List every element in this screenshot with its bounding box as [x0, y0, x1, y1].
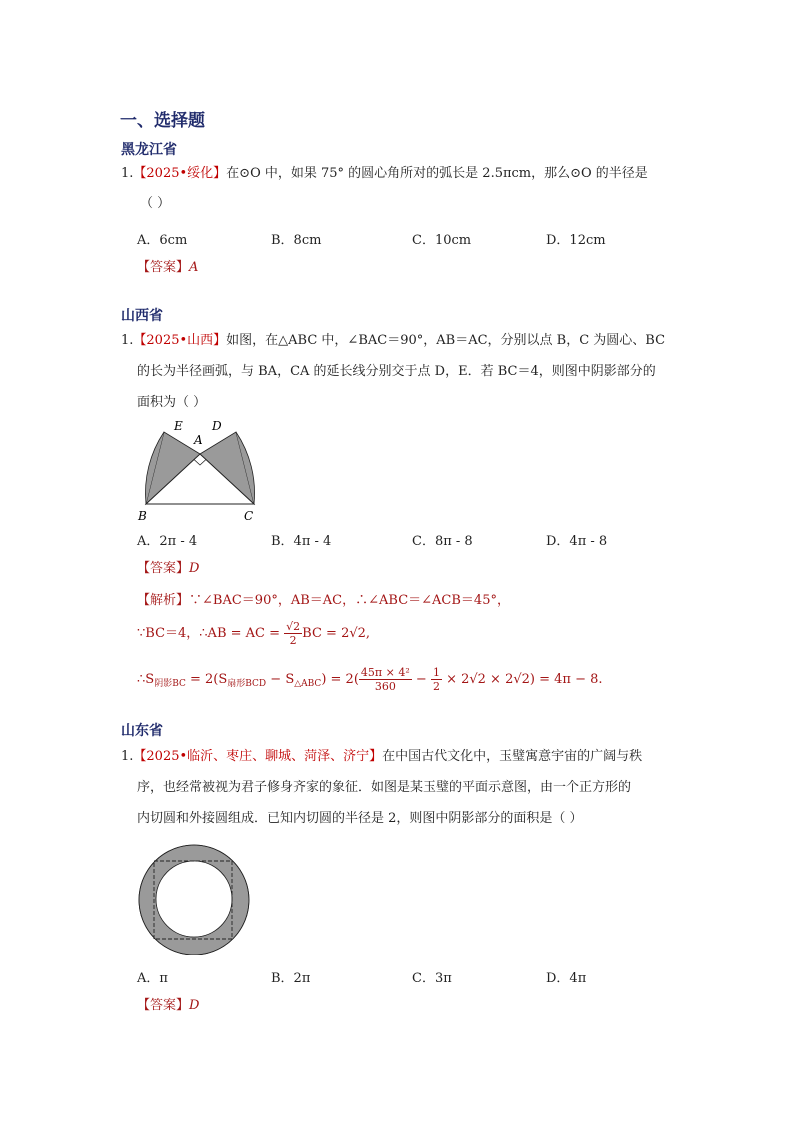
question-stem-line: [121, 333, 665, 349]
subscript: 扇形BCD: [227, 679, 267, 689]
analysis-line: [137, 593, 510, 609]
analysis-text: − S: [266, 672, 295, 687]
question-stem-line: [121, 749, 642, 765]
analysis-text: ∵BC＝4，∴AB = AC =: [137, 626, 285, 641]
answer-line: [137, 260, 198, 276]
analysis-text: BC = 2√2,: [302, 626, 371, 641]
province-heading: 黑龙江省: [121, 142, 177, 158]
answer-tag: 【答案】: [137, 998, 190, 1013]
fraction: [359, 666, 412, 693]
answer-tag: 【答案】: [137, 260, 190, 275]
label-a: A: [194, 433, 203, 447]
question-source: 【2025•临沂、枣庄、聊城、菏泽、济宁】: [133, 749, 383, 764]
analysis-text: = 2(S: [185, 672, 228, 687]
answer-value: D: [189, 998, 200, 1013]
province-heading: 山东省: [121, 723, 163, 739]
question-number: 1.: [121, 749, 134, 764]
answer-tag: 【答案】: [137, 561, 190, 576]
analysis-text: ∴S: [137, 672, 155, 687]
question-stem-line: 序，也经常被视为君子修身齐家的象征．如图是某玉璧的平面示意图，由一个正方形的: [137, 780, 632, 795]
answer-line: [137, 998, 199, 1014]
question-source: 【2025•绥化】: [133, 166, 227, 181]
triangle-arc-figure: [134, 414, 266, 526]
analysis-line: [137, 666, 603, 693]
fraction-denominator: 2: [432, 680, 440, 693]
fraction-numerator: 1: [432, 666, 440, 679]
subscript: △ABC: [294, 679, 322, 689]
fraction-denominator: 360: [374, 680, 396, 693]
question-stem-line: 的长为半径画弧，与 BA，CA 的延长线分别交于点 D，E．若 BC＝4，则图中阴影部分的: [137, 364, 656, 379]
option-b: B．4π - 4: [271, 534, 332, 549]
option-d: D．12cm: [546, 233, 606, 248]
fraction: [284, 620, 302, 647]
question-number: 1.: [121, 166, 134, 181]
label-d: D: [212, 419, 222, 433]
analysis-text: × 2√2 × 2√2) = 4π − 8.: [441, 672, 603, 687]
question-stem-line: 内切圆和外接圆组成．已知内切圆的半径是 2，则图中阴影部分的面积是（ ）: [137, 811, 583, 826]
inner-circle: [156, 861, 232, 937]
label-e: E: [174, 419, 183, 433]
fraction: [431, 666, 442, 693]
option-c: C．8π - 8: [412, 534, 473, 549]
question-text: 在中国古代文化中，玉璧寓意宇宙的广阔与秩: [382, 749, 643, 764]
question-text: 在⊙O 中，如果 75° 的圆心角所对的弧长是 2.5πcm，那么⊙O 的半径是: [226, 166, 648, 181]
fraction-numerator: √2: [286, 620, 301, 633]
subscript: 阴影BC: [154, 679, 186, 689]
option-c: C．10cm: [412, 233, 472, 248]
jade-disc-figure: [136, 843, 252, 955]
option-a: A．6cm: [137, 233, 188, 248]
province-heading: 山西省: [121, 308, 163, 324]
section-title: 一、选择题: [120, 111, 205, 131]
question-stem-line: （ ）: [140, 196, 171, 211]
label-b: B: [138, 509, 147, 523]
question-text: 如图，在△ABC 中，∠BAC＝90°，AB＝AC，分别以点 B，C 为圆心、BC: [226, 333, 666, 348]
question-source: 【2025•山西】: [133, 333, 227, 348]
option-a: A．2π - 4: [137, 534, 198, 549]
question-stem-line: 面积为（ ）: [137, 395, 207, 410]
question-stem-line: [121, 166, 648, 182]
fraction-denominator: 2: [289, 634, 297, 647]
analysis-line: [137, 620, 370, 647]
option-c: C．3π: [412, 971, 452, 986]
option-a: A．π: [137, 971, 168, 986]
label-c: C: [244, 509, 254, 523]
answer-value: D: [189, 561, 200, 576]
answer-line: [137, 561, 199, 577]
question-number: 1.: [121, 333, 134, 348]
option-b: B．2π: [271, 971, 311, 986]
analysis-text: −: [411, 672, 431, 687]
analysis-tag: 【解析】: [137, 593, 190, 608]
option-d: D．4π - 8: [546, 534, 608, 549]
analysis-text: ∵∠BAC＝90°，AB＝AC，∴∠ABC＝∠ACB＝45°，: [189, 593, 510, 608]
fraction-numerator: 45π × 4²: [360, 666, 410, 679]
option-d: D．4π: [546, 971, 587, 986]
answer-value: A: [189, 260, 199, 275]
option-b: B．8cm: [271, 233, 322, 248]
analysis-text: ) = 2(: [321, 672, 359, 687]
